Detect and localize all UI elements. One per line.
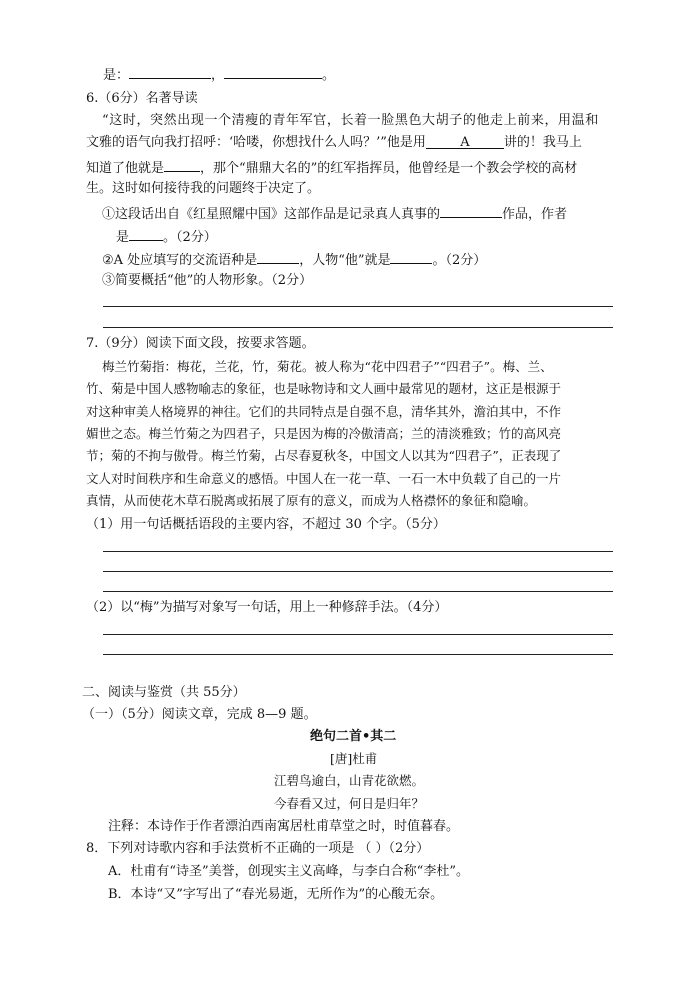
- q7-sub1: （1）用一句话概括语段的主要内容，不超过 30 个字。（5分）: [86, 517, 446, 532]
- q6-sub2-blank-person[interactable]: [390, 249, 432, 264]
- q6-text: ，那个“鼎鼎大名的”的红军指挥员，他曾经是一个教会学校的高材: [200, 161, 578, 176]
- poem-line-2: 今春看又过，何日是归年？: [274, 796, 425, 811]
- q6-sub2-text: ②A 处应填写的交流语种是: [102, 253, 258, 268]
- q6-passage-line-4: 生。这时如何接待我的问题终于决定了。: [86, 181, 321, 196]
- answer-line[interactable]: [103, 327, 613, 328]
- q7-sub2: （2）以“梅”为描写对象写一句话，用上一种修辞手法。（4分）: [86, 600, 448, 615]
- poem-note: 注释：本诗作于作者漂泊西南寓居杜甫草堂之时，时值暮春。: [108, 819, 460, 834]
- q6-sub2: [102, 249, 486, 270]
- q7-passage-line: 节；菊的不拘与傲骨。梅兰竹菊，占尽春夏秋冬，中国文人以其为“四君子”，正表现了: [86, 448, 562, 463]
- answer-line[interactable]: [103, 634, 613, 635]
- q6-blank-name[interactable]: [164, 157, 200, 172]
- q6-sub1-blank-author[interactable]: [129, 226, 163, 241]
- q6-text: 文雅的语气向我打招呼：‘哈喽，你想找什么人吗？’”他是用: [86, 135, 426, 150]
- poem-author: [唐]杜甫: [330, 751, 378, 766]
- q5-end: 。: [322, 68, 336, 83]
- q6-sub1-text: 。（2分）: [163, 230, 217, 245]
- answer-line[interactable]: [103, 591, 613, 592]
- q6-header: 6.（6分）名著导读: [86, 91, 198, 106]
- q5-sep: ，: [211, 68, 225, 83]
- q6-sub2-text: 。（2分）: [432, 253, 487, 268]
- q7-passage-line: 对这种审美人格境界的神往。它们的共同特点是自强不息，清华其外，澹泊其中，不作: [86, 404, 562, 419]
- q6-sub2-blank-lang[interactable]: [257, 249, 299, 264]
- q6-text: 讲的！我马上: [503, 135, 582, 150]
- q6-sub3: ③简要概括“他”的人物形象。（2分）: [102, 273, 313, 288]
- q6-passage-line-3: [86, 157, 577, 178]
- q7-passage-line: 真情，从而使花木草石脱离或拓展了原有的意义，而成为人格襟怀的象征和隐喻。: [86, 493, 537, 508]
- q8-stem: 8．下列对诗歌内容和手法赏析不正确的一项是 （ ）（2分）: [86, 841, 430, 856]
- q6-blank-a[interactable]: A: [426, 134, 504, 149]
- q6-sub1: [102, 203, 567, 224]
- q6-text: 知道了他就是: [86, 161, 165, 176]
- q7-passage-line: 文人对时间秩序和生命意义的感悟。中国人在一花一草、一石一木中负载了自己的一片: [86, 471, 562, 486]
- q6-passage-line-2: [86, 134, 582, 152]
- section2-header: 二、阅读与鉴赏（共 55分）: [82, 685, 246, 700]
- section2-part1: （一）（5分）阅读文章，完成 8—9 题。: [82, 707, 317, 722]
- q8-option-a[interactable]: A．杜甫有“诗圣”美誉，创现实主义高峰，与李白合称“李杜”。: [108, 864, 469, 879]
- q6-sub1-text: 作品，作者: [502, 207, 568, 222]
- q8-option-b[interactable]: B．本诗“又”字写出了“春光易逝，无所作为”的心酸无奈。: [108, 887, 444, 902]
- answer-line[interactable]: [103, 551, 613, 552]
- q7-passage-line: 竹、菊是中国人感物喻志的象征，也是咏物诗和文人画中最常见的题材，这正是根源于: [86, 381, 562, 396]
- answer-line[interactable]: [103, 306, 613, 307]
- q6-sub1-cont: [116, 226, 217, 247]
- q6-sub1-blank-genre[interactable]: [440, 203, 502, 218]
- q5-blank-2[interactable]: [224, 64, 322, 79]
- q7-passage-line: 媚世之态。梅兰竹菊之为四君子，只是因为梅的冷傲清高；兰的清淡雅致；竹的高风亮: [86, 426, 562, 441]
- poem-title: 绝句二首•其二: [310, 729, 397, 744]
- q5-answer-line: [103, 64, 335, 85]
- q7-header: 7.（9分）阅读下面文段，按要求答题。: [86, 336, 315, 351]
- q7-passage-line: 梅兰竹菊指：梅花，兰花，竹，菊花。被人称为“花中四君子”“四君子”。梅、兰、: [102, 359, 553, 374]
- answer-line[interactable]: [103, 571, 613, 572]
- poem-line-1: 江碧鸟逾白，山青花欲燃。: [274, 773, 425, 788]
- answer-line[interactable]: [103, 654, 613, 655]
- q6-sub2-text: ，人物“他”就是: [299, 253, 391, 268]
- q6-passage-line-1: “这时，突然出现一个清瘦的青年军官，长着一脸黑色大胡子的他走上前来，用温和: [102, 113, 599, 128]
- q6-sub1-text: 是: [116, 230, 130, 245]
- q5-blank-1[interactable]: [129, 64, 211, 79]
- q5-prefix: 是：: [103, 68, 130, 83]
- q6-sub1-text: ①这段话出自《红星照耀中国》这部作品是记录真人真事的: [102, 207, 441, 222]
